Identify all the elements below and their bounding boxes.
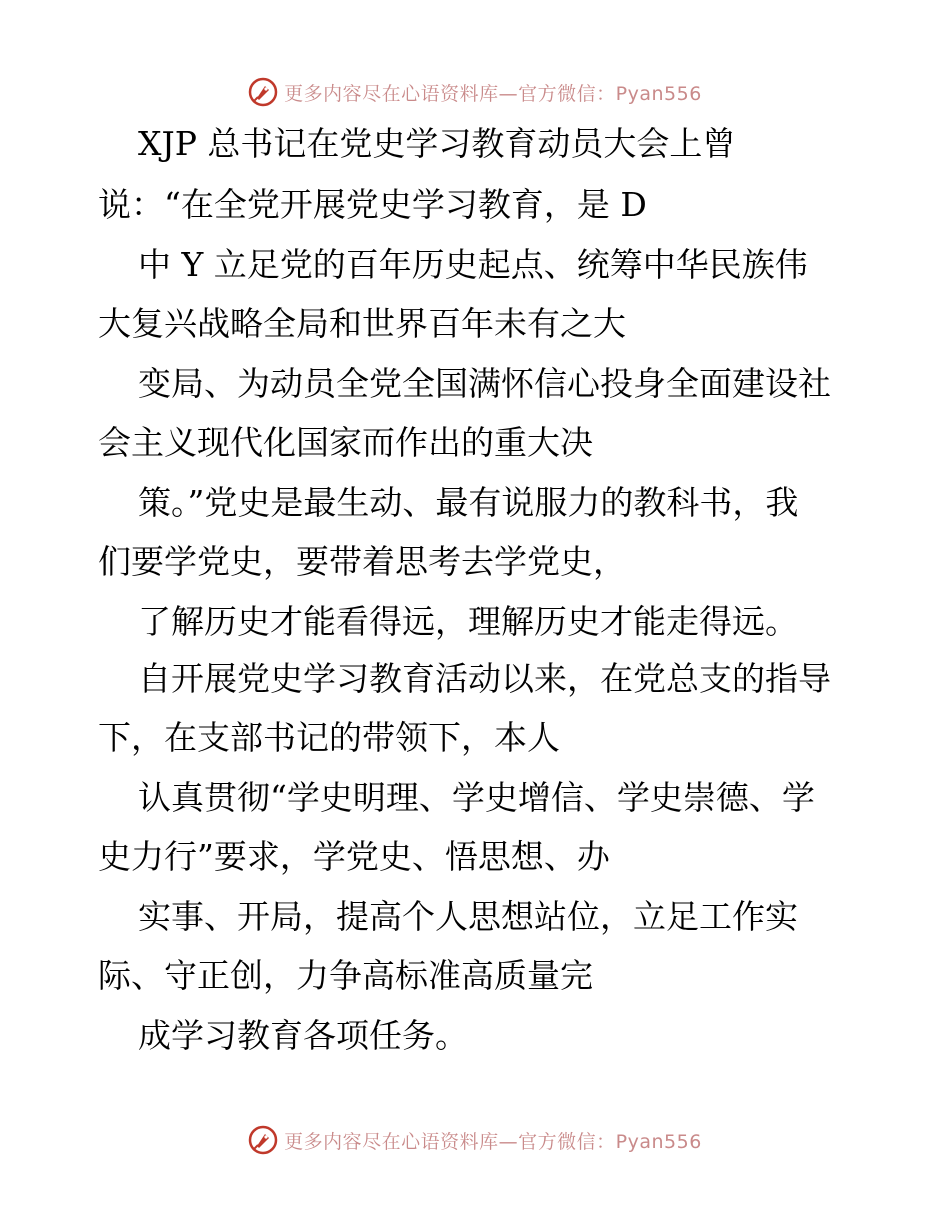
header-watermark: [0, 72, 950, 112]
header-watermark-text: 更多内容尽在心语资料库—官方微信：Pyan556: [284, 82, 702, 105]
body-line-12: 认真贯彻“学史明理、学史增信、学史崇德、学: [138, 778, 815, 817]
body-line-9: 了解历史才能看得远，理解历史才能走得远。: [138, 602, 798, 641]
footer-watermark-text: 更多内容尽在心语资料库—官方微信：Pyan556: [284, 1130, 702, 1153]
body-line-11: 下，在支部书记的带领下，本人: [98, 718, 560, 757]
footer-watermark: [0, 1120, 950, 1160]
pen-nib-logo-icon: [248, 1125, 278, 1155]
pen-nib-logo-icon: [248, 77, 278, 107]
body-line-15: 际、守正创，力争高标准高质量完: [98, 956, 593, 995]
body-line-8: 们要学党史，要带着思考去学党史，: [98, 542, 626, 581]
body-line-16: 成学习教育各项任务。: [138, 1016, 468, 1055]
body-line-4: 大复兴战略全局和世界百年未有之大: [98, 304, 626, 343]
body-line-7: 策。”党史是最生动、最有说服力的教科书，我: [138, 483, 799, 522]
body-line-2: 说：“在全党开展党史学习教育，是 D: [98, 185, 647, 224]
body-line-14: 实事、开局，提高个人思想站位，立足工作实: [138, 897, 798, 936]
body-line-3: 中 Y 立足党的百年历史起点、统筹中华民族伟: [138, 245, 808, 284]
body-line-1: XJP 总书记在党史学习教育动员大会上曾: [138, 124, 736, 163]
body-line-6: 会主义现代化国家而作出的重大决: [98, 423, 593, 462]
body-line-13: 史力行”要求，学党史、悟思想、办: [98, 837, 610, 876]
body-line-10: 自开展党史学习教育活动以来，在党总支的指导: [138, 659, 831, 698]
body-line-5: 变局、为动员全党全国满怀信心投身全面建设社: [138, 364, 831, 403]
